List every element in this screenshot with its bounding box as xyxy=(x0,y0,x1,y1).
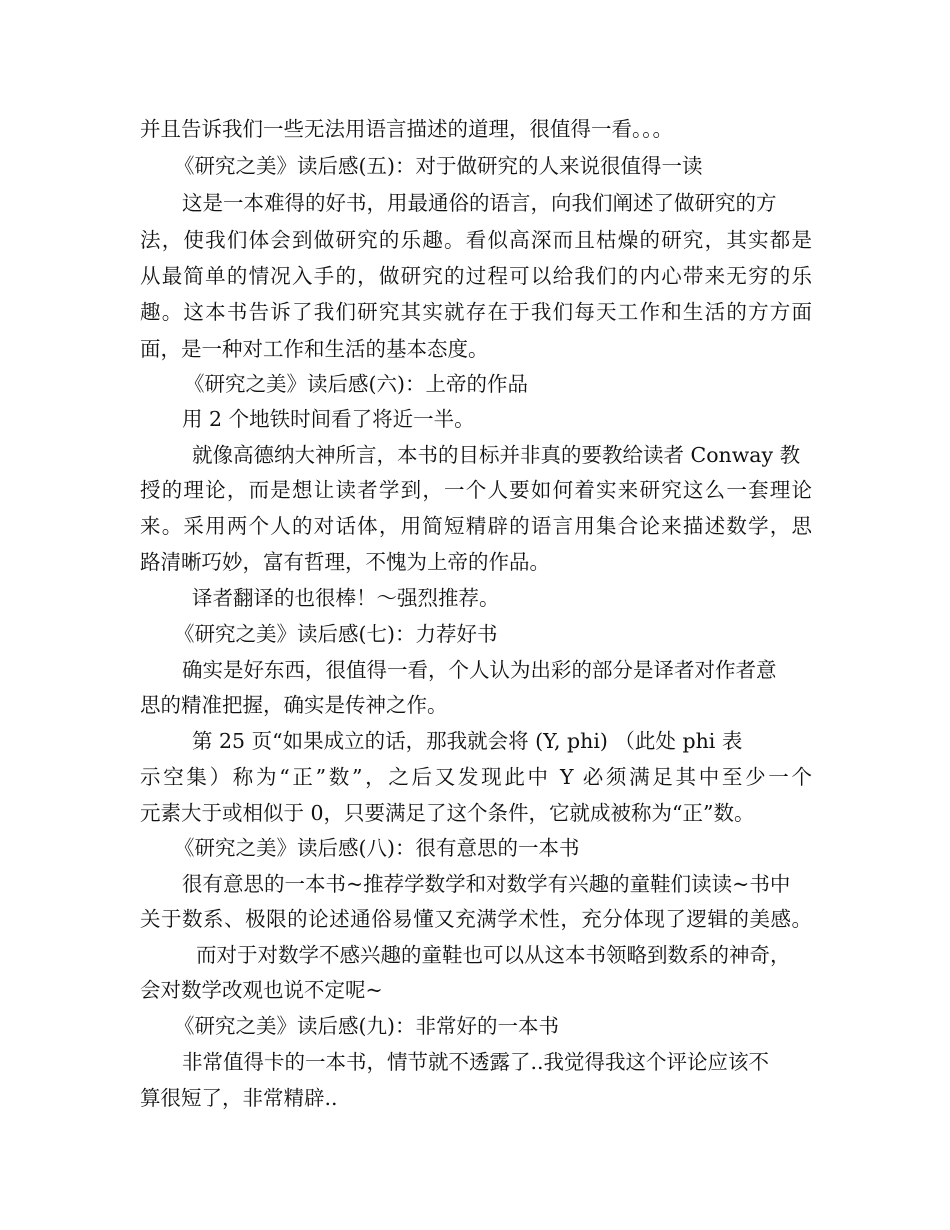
text-line: 译者翻译的也很棒！～强烈推荐。 xyxy=(192,586,500,610)
text-line: 面，是一种对工作和生活的基本态度。 xyxy=(140,337,489,361)
text-line: 授的理论，而是想让读者学到，一个人要如何着实来研究这么一套理论 xyxy=(140,478,812,502)
text-line: 路清晰巧妙，富有哲理，不愧为上帝的作品。 xyxy=(140,550,550,574)
text-line: 元素大于或相似于 0，只要满足了这个条件，它就成被称为“正”数。 xyxy=(140,801,755,825)
text-line: 第 25 页“如果成立的话，那我就会将 (Y, phi) （此处 phi 表 xyxy=(192,729,743,753)
text-line: 趣。这本书告诉了我们研究其实就存在于我们每天工作和生活的方方面 xyxy=(140,300,812,324)
text-line: 非常值得卡的一本书，情节就不透露了..我觉得我这个评论应该不 xyxy=(182,1050,770,1074)
text-line: 关于数系、极限的论述通俗易懂又充满学术性，充分体现了逻辑的美感。 xyxy=(140,907,812,931)
text-line: 并且告诉我们一些无法用语言描述的道理，很值得一看。。。 xyxy=(140,117,673,141)
text-line: 确实是好东西，很值得一看，个人认为出彩的部分是译者对作者意 xyxy=(182,658,777,682)
section-heading: 《研究之美》读后感(六)：上帝的作品 xyxy=(184,372,528,396)
text-line: 思的精准把握，确实是传神之作。 xyxy=(140,693,448,717)
text-line: 而对于对数学不感兴趣的童鞋也可以从这本书领略到数系的神奇， xyxy=(196,943,791,967)
text-line: 就像高德纳大神所言，本书的目标并非真的要教给读者 Conway 教 xyxy=(192,443,801,467)
section-heading: 《研究之美》读后感(五)：对于做研究的人来说很值得一读 xyxy=(174,154,703,178)
text-line: 来。采用两个人的对话体，用简短精辟的语言用集合论来描述数学，思 xyxy=(140,514,812,538)
text-line: 很有意思的一本书~推荐学数学和对数学有兴趣的童鞋们读读~书中 xyxy=(182,872,791,896)
section-heading: 《研究之美》读后感(七)：力荐好书 xyxy=(174,622,498,646)
section-heading: 《研究之美》读后感(八)：很有意思的一本书 xyxy=(174,836,580,860)
text-line: 从最简单的情况入手的，做研究的过程可以给我们的内心带来无穷的乐 xyxy=(140,264,812,288)
text-line: 会对数学改观也说不定呢~ xyxy=(140,978,383,1002)
text-line: 用 2 个地铁时间看了将近一半。 xyxy=(182,407,475,431)
text-line: 这是一本难得的好书，用最通俗的语言，向我们阐述了做研究的方 xyxy=(182,191,777,215)
section-heading: 《研究之美》读后感(九)：非常好的一本书 xyxy=(174,1014,559,1038)
text-line: 示空集）称为“正”数”，之后又发现此中 Y 必须满足其中至少一个 xyxy=(140,765,812,789)
text-line: 算很短了，非常精辟.. xyxy=(140,1086,338,1110)
text-line: 法，使我们体会到做研究的乐趣。看似高深而且枯燥的研究，其实都是 xyxy=(140,228,812,252)
